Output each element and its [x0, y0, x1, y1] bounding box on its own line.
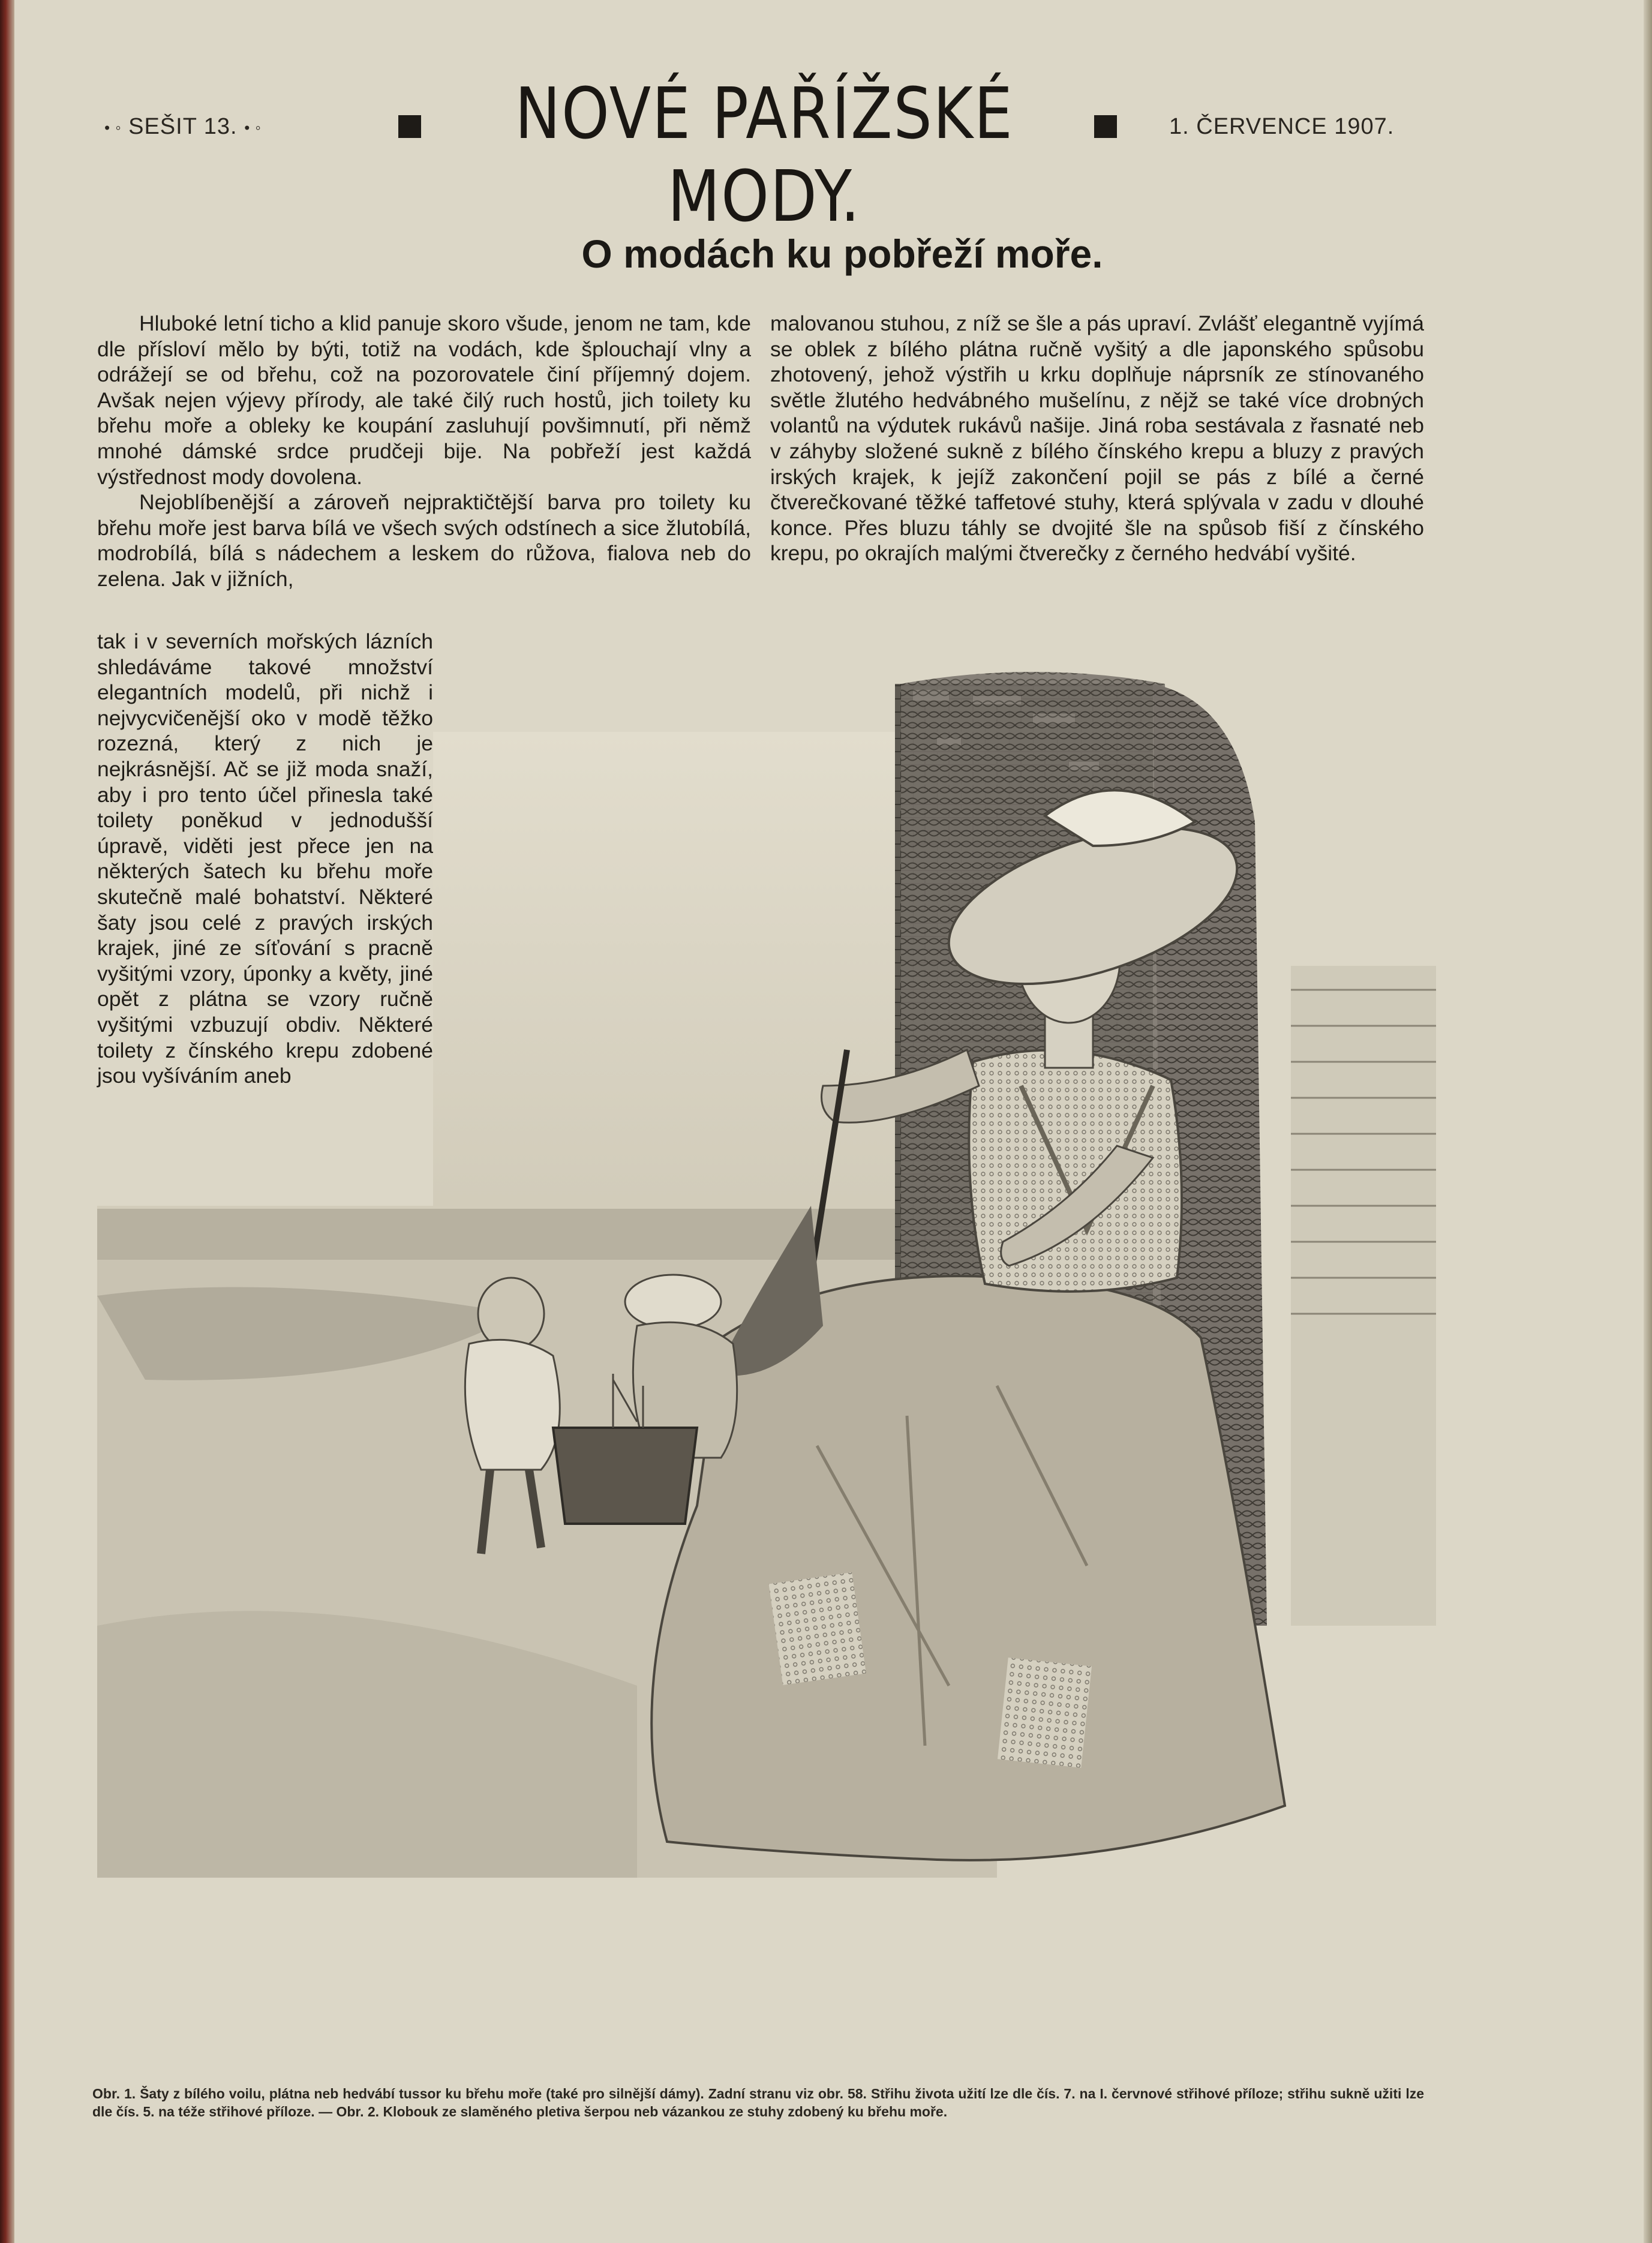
sand-bucket: [553, 1428, 697, 1524]
binding-edge: [0, 0, 14, 2243]
masthead: [14, 72, 1652, 238]
lace-insert: [769, 1572, 866, 1685]
article-headline: O modách ku pobřeží moře.: [581, 232, 1103, 276]
issue-date: 1. ČERVENCE 1907.: [1169, 114, 1395, 139]
child-left-head: [478, 1278, 544, 1350]
child-right-hat: [625, 1275, 721, 1329]
beach-hut: [1291, 966, 1436, 1626]
article-column-right: [770, 311, 1424, 566]
sea-horizon: [97, 1209, 901, 1260]
sky: [97, 732, 901, 1284]
square-ornament-left: [398, 115, 421, 138]
paragraph: tak i v severních mořských lázních shledáváme takové množství elegantních modelů, při nichž i nejvycvičenější oko v modě těžko rozezná, který z nich je nejkrásnější. Ač se již moda snaží, aby i pro tento účel přinesla také toilety poněkud v jednodušší úpravě, viděti jest přece jen na některých šatech ku břehu moře skutečně malé bohatství. Některé šaty jsou celé z pravých irských krajek, jiné ze síťování s pracně vyšitými vzory, úponky a květy, jiné opět z plátna se vzory ručně vyšitými vzbuzují obdiv. Některé toilety z čínského krepu zdobené jsou vyšíváním aneb: [97, 629, 433, 1088]
child-left-body: [465, 1340, 560, 1470]
issue-number: • ◦ SEŠIT 13. • ◦: [104, 114, 262, 139]
paragraph: malovanou stuhou, z níž se šle a pás upraví. Zvlášť elegantně vyjímá se oblek z bílého plátna ručně vyšitý a dle japonského spůsobu zhotovený, jehož výstřih u krku doplňuje náprsník ze stínovaného světle žlutého hedvábného mušelínu, z nějž se také více drobných volantů na výdutek rukávů našije. Jiná roba sestávala z řasnaté neb v záhyby složené sukně z bílého čínského krepu a bluzy z pravých irských krajek, k jejíž zakončení pojil se pás z bílé a černé čtverečkované těžké taffetové stuhy, která splývala v zadu v dlouhé konce. Přes bluzu táhly se dvojité šle na spůsob fiší z čínského krepu, po okrajích malými čtverečky z černého hedvábí vyšité.: [770, 311, 1424, 566]
magazine-title: NOVÉ PAŘÍŽSKÉ MODY.: [515, 72, 1014, 238]
article-column-left: [97, 311, 751, 592]
page-edge: [1644, 0, 1652, 2243]
paragraph: Hluboké letní ticho a klid panuje skoro všude, jenom ne tam, kde dle přísloví mělo by býti, totiž na vodách, kde šplouchají vlny a odrážejí se od břehu, což na pozorovatele činí příjemný dojem. Avšak nejen výjevy přírody, ale také čilý ruch hostů, jich toilety ku břehu moře a obleky ke koupání zasluhují povšimnutí, při němž mnohé dámské srdce prudčeji bije. Na pobřeží jest každá výstřednost mody dovolena.: [97, 311, 751, 489]
fashion-illustration: [97, 666, 1436, 1878]
paragraph: Nejoblíbenější a zároveň nejpraktičtější barva pro toilety ku břehu moře jest barva bílá ve všech svých odstínech a sice žlutobílá, modrobílá, bílá s nádechem a leskem do růžova, fialova neb do zelena. Jak v jižních,: [97, 490, 751, 591]
square-ornament-right: [1094, 115, 1117, 138]
figure-caption: Obr. 1. Šaty z bílého voilu, plátna neb hedvábí tussor ku břehu moře (také pro silnější dámy). Zadní stranu viz obr. 58. Střihu života užití lze dle čís. 7. na I. červnové střihové příloze; střihu sukně užiti lze dle čís. 5. na téže střihové příloze. — Obr. 2. Klobouk ze slaměného pletiva šerpou neb vázankou ze stuhy zdobený ku břehu moře.: [92, 2086, 1424, 2119]
magazine-page: [14, 0, 1652, 2243]
